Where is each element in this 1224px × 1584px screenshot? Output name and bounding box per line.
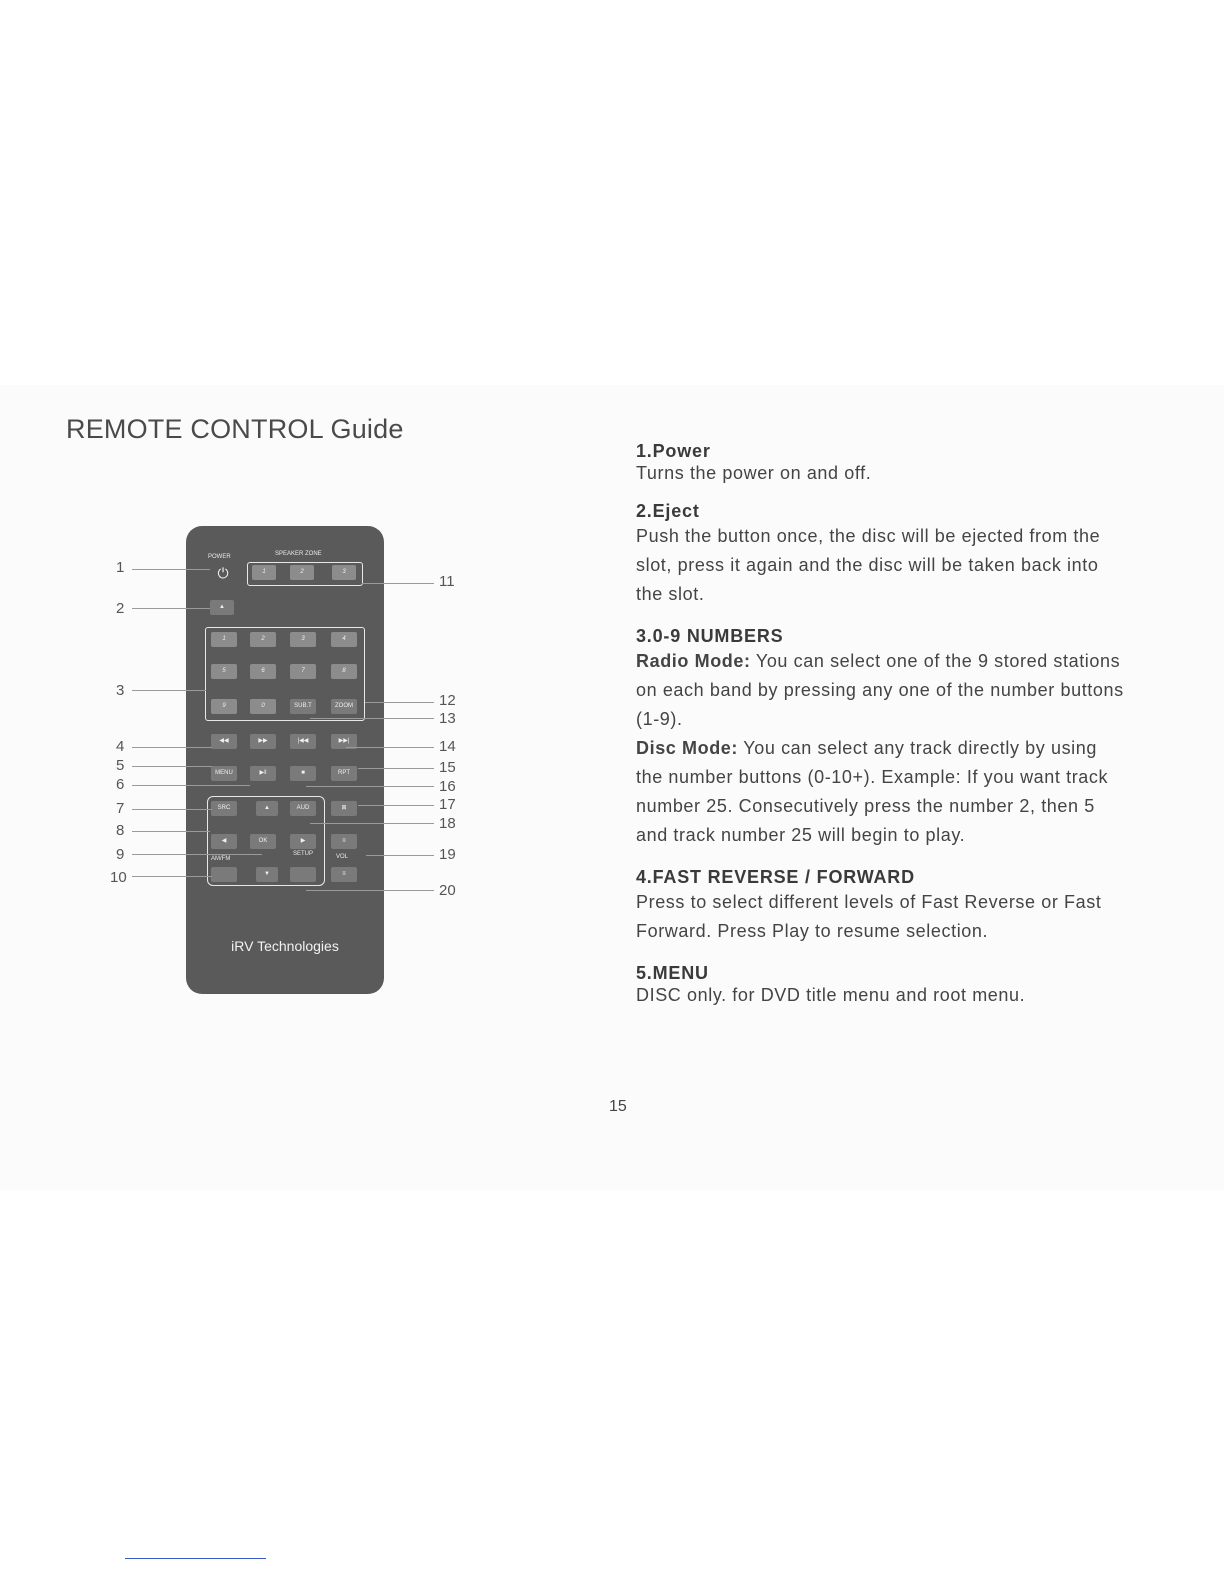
leader-line: [310, 718, 434, 719]
zone-button-1: 1: [252, 565, 276, 580]
radio-mode-text: You can select one of the 9 stored stations on each band by pressing any one of the number buttons (1-9).: [636, 651, 1124, 729]
zoom-button: ZOOM: [331, 699, 357, 714]
section-heading: 5.MENU: [636, 963, 709, 983]
callout-12: 12: [439, 692, 456, 709]
disc-mode-label: Disc Mode:: [636, 738, 739, 758]
repeat-button: RPT: [331, 766, 357, 781]
volume-label: VOL: [336, 854, 349, 860]
right-arrow-icon: ▶: [290, 834, 316, 849]
number-button-7: 7: [290, 664, 316, 679]
leader-line: [306, 786, 434, 787]
section-heading: 1.Power: [636, 441, 711, 461]
callout-10: 10: [110, 869, 127, 886]
callout-14: 14: [439, 738, 456, 755]
mute-icon: ⊠: [331, 801, 357, 816]
section-eject: [636, 500, 1126, 609]
previous-track-icon: |◀◀: [290, 734, 316, 749]
leader-line: [132, 766, 212, 767]
callout-18: 18: [439, 815, 456, 832]
power-label: POWER: [208, 554, 231, 560]
leader-line: [365, 702, 434, 703]
subtitle-button: SUB.T: [290, 699, 316, 714]
stop-icon: ■: [290, 766, 316, 781]
setup-label: SETUP: [293, 851, 314, 857]
callout-6: 6: [116, 776, 125, 793]
section-body-disc: [636, 734, 1126, 850]
fast-forward-icon: ▶▶: [250, 734, 276, 749]
leader-line: [346, 747, 434, 748]
disc-mode-text: You can select any track directly by using the number buttons (0-10+). Example: If you want track number 25. Consecutively press the number 2, then 5 and track number 25 will begin to play.: [636, 738, 1109, 845]
section-heading: 4.FAST REVERSE / FORWARD: [636, 867, 915, 887]
section-power: [636, 440, 1126, 484]
leader-line: [132, 809, 212, 810]
brand-name: iRV Technologies: [231, 938, 339, 954]
section-menu: [636, 962, 1126, 1006]
number-button-0: 0: [250, 699, 276, 714]
number-button-5: 5: [211, 664, 237, 679]
speaker-zone-label: SPEAKER ZONE: [275, 551, 322, 557]
section-body: Turns the power on and off.: [636, 463, 872, 483]
number-button-8: 8: [331, 664, 357, 679]
number-button-9: 9: [211, 699, 237, 714]
callout-2: 2: [116, 600, 125, 617]
callout-19: 19: [439, 846, 456, 863]
power-icon: ⏻: [217, 565, 229, 581]
leader-line: [132, 831, 210, 832]
leader-line: [132, 569, 210, 570]
number-button-1: 1: [211, 632, 237, 647]
leader-line: [358, 768, 434, 769]
amfm-label: AM/FM: [211, 856, 231, 862]
callout-5: 5: [116, 757, 125, 774]
section-heading: 3.0-9 NUMBERS: [636, 626, 784, 646]
section-heading: 2.Eject: [636, 501, 700, 521]
leader-line: [366, 855, 434, 856]
amfm-button: [211, 867, 237, 882]
leader-line: [358, 805, 434, 806]
setup-button: [290, 867, 316, 882]
play-pause-icon: ▶ǁ: [250, 766, 276, 781]
leader-line: [132, 785, 250, 786]
leader-line: [132, 854, 262, 855]
callout-13: 13: [439, 710, 456, 727]
callout-7: 7: [116, 800, 125, 817]
leader-line: [310, 823, 434, 824]
section-body-radio: [636, 647, 1126, 734]
section-body: DISC only. for DVD title menu and root menu.: [636, 985, 1026, 1005]
volume-up-icon: ≡: [331, 834, 357, 849]
remote-control-illustration: [186, 526, 384, 994]
left-arrow-icon: ◀: [211, 834, 237, 849]
callout-3: 3: [116, 682, 125, 699]
ok-button: OK: [250, 834, 276, 849]
down-arrow-icon: ▼: [256, 867, 278, 882]
section-fast-reverse-forward: [636, 866, 1126, 946]
callout-15: 15: [439, 759, 456, 776]
callout-16: 16: [439, 778, 456, 795]
fast-reverse-icon: ◀◀: [211, 734, 237, 749]
leader-line: [132, 747, 212, 748]
page-number: 15: [609, 1098, 627, 1115]
footer-rule: [125, 1558, 266, 1559]
section-body: Push the button once, the disc will be ejected from the slot, press it again and the disc will be taken back into the slot.: [636, 526, 1101, 604]
number-button-6: 6: [250, 664, 276, 679]
leader-line: [362, 583, 434, 584]
next-track-icon: ▶▶|: [331, 734, 357, 749]
leader-line: [306, 890, 434, 891]
callout-17: 17: [439, 796, 456, 813]
number-button-2: 2: [250, 632, 276, 647]
audio-button: AUD: [290, 801, 316, 816]
section-body: Press to select different levels of Fast Reverse or Fast Forward. Press Play to resume selection.: [636, 892, 1102, 941]
leader-line: [132, 876, 212, 877]
callout-20: 20: [439, 882, 456, 899]
source-button: SRC: [211, 801, 237, 816]
callout-8: 8: [116, 822, 125, 839]
button-descriptions: [636, 440, 1126, 1022]
callout-9: 9: [116, 846, 125, 863]
zone-button-3: 3: [332, 565, 356, 580]
volume-down-icon: ≡: [331, 867, 357, 882]
leader-line: [132, 608, 210, 609]
menu-button: MENU: [211, 766, 237, 781]
callout-1: 1: [116, 559, 125, 576]
section-numbers: [636, 625, 1126, 850]
up-arrow-icon: ▲: [256, 801, 278, 816]
radio-mode-label: Radio Mode:: [636, 651, 751, 671]
page-title: REMOTE CONTROL Guide: [66, 414, 404, 444]
eject-icon: ▲: [210, 600, 234, 615]
number-button-3: 3: [290, 632, 316, 647]
leader-line: [132, 690, 206, 691]
callout-11: 11: [439, 573, 455, 590]
callout-4: 4: [116, 738, 125, 755]
number-button-4: 4: [331, 632, 357, 647]
zone-button-2: 2: [290, 565, 314, 580]
